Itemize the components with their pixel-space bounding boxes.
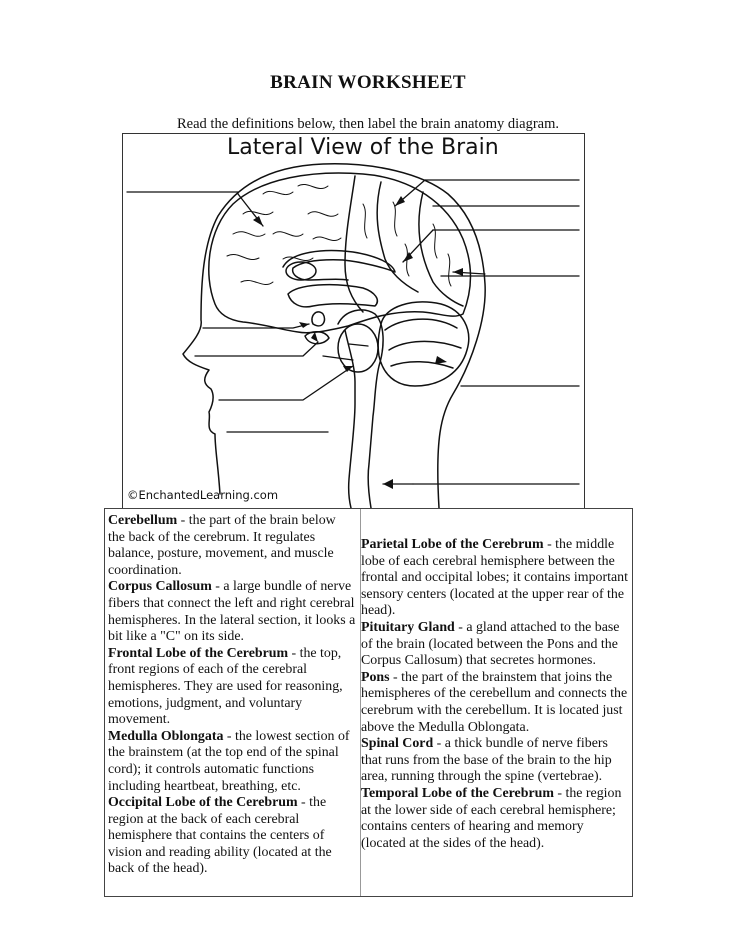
brain-illustration bbox=[123, 134, 584, 508]
definition-term: Cerebellum bbox=[108, 513, 178, 528]
definition-spinal-cord bbox=[361, 736, 629, 786]
diagram-title: Lateral View of the Brain bbox=[227, 135, 499, 160]
definition-term: Temporal Lobe of the Cerebrum bbox=[361, 785, 554, 801]
definition-text: - the middle lobe of each cerebral hemisphere between the frontal and occipital lobes; it contains important sensory centers (located at the upper rear of the head). bbox=[361, 537, 628, 619]
definition-frontal-lobe bbox=[108, 646, 356, 729]
definition-text: - the part of the brain below the back of the cerebrum. It regulates balance, posture, movement, and muscle coordination. bbox=[108, 513, 336, 578]
definition-text: - a thick bundle of nerve fibers that runs from the base of the brain to the hip area, running through the spine (vertebrae). bbox=[361, 736, 612, 785]
definition-corpus-callosum bbox=[108, 579, 356, 645]
definition-cerebellum bbox=[108, 513, 356, 579]
definition-text: - the region at the back of each cerebral hemisphere that contains the centers of vision and reading ability (located at the back of the head). bbox=[108, 795, 332, 877]
definition-term: Pons bbox=[361, 669, 390, 685]
definition-term: Corpus Callosum bbox=[108, 579, 212, 595]
definition-term: Spinal Cord bbox=[361, 736, 434, 752]
definition-pituitary-gland bbox=[361, 620, 629, 670]
definition-parietal-lobe bbox=[361, 537, 629, 620]
definition-text: - a gland attached to the base of the brain (located between the Pons and the Corpus Callosum) that secretes hormones. bbox=[361, 619, 620, 669]
definitions-table bbox=[104, 508, 633, 897]
definitions-left-column bbox=[108, 513, 356, 878]
definition-text: - a large bundle of nerve fibers that connect the left and right cerebral hemispheres. In the lateral section, it looks a bit like a "C" on its side. bbox=[108, 579, 356, 645]
definition-text: - the region at the lower side of each cerebral hemisphere; contains centers of hearing and memory (located at the sides of the head). bbox=[361, 785, 622, 851]
cerebellum bbox=[378, 302, 469, 386]
definition-term: Medulla Oblongata bbox=[108, 728, 224, 744]
corpus-callosum bbox=[283, 251, 395, 280]
definition-text: - the top, front regions of each of the cerebral hemispheres. They are used for reasoning, emotions, judgment, and voluntary movement. bbox=[108, 645, 343, 728]
pituitary bbox=[312, 312, 325, 326]
definition-term: Frontal Lobe of the Cerebrum bbox=[108, 645, 289, 661]
definition-text: - the part of the brainstem that joins the hemispheres of the cerebellum and connects the cerebrum with the cerebellum. It is located just above the Medulla Oblongata. bbox=[361, 669, 628, 735]
definition-term: Parietal Lobe of the Cerebrum bbox=[361, 537, 544, 552]
definition-term: Occipital Lobe of the Cerebrum bbox=[108, 795, 298, 811]
page-title: BRAIN WORKSHEET bbox=[270, 72, 466, 93]
diagram-credit: ©EnchantedLearning.com bbox=[127, 488, 279, 502]
head-outline bbox=[183, 164, 485, 508]
definition-occipital-lobe bbox=[108, 795, 356, 878]
definition-term: Pituitary Gland bbox=[361, 619, 455, 635]
definition-text: - the lowest section of the brainstem (at the top end of the spinal cord); it controls automatic functions including heartbeat, breathing, etc. bbox=[108, 728, 350, 794]
brain-diagram bbox=[122, 133, 585, 509]
brain-outline bbox=[209, 173, 471, 333]
definitions-right-column bbox=[361, 537, 629, 852]
definition-pons bbox=[361, 670, 629, 736]
definition-temporal-lobe bbox=[361, 786, 629, 852]
definition-medulla-oblongata bbox=[108, 729, 356, 795]
instructions: Read the definitions below, then label the brain anatomy diagram. bbox=[177, 116, 559, 132]
